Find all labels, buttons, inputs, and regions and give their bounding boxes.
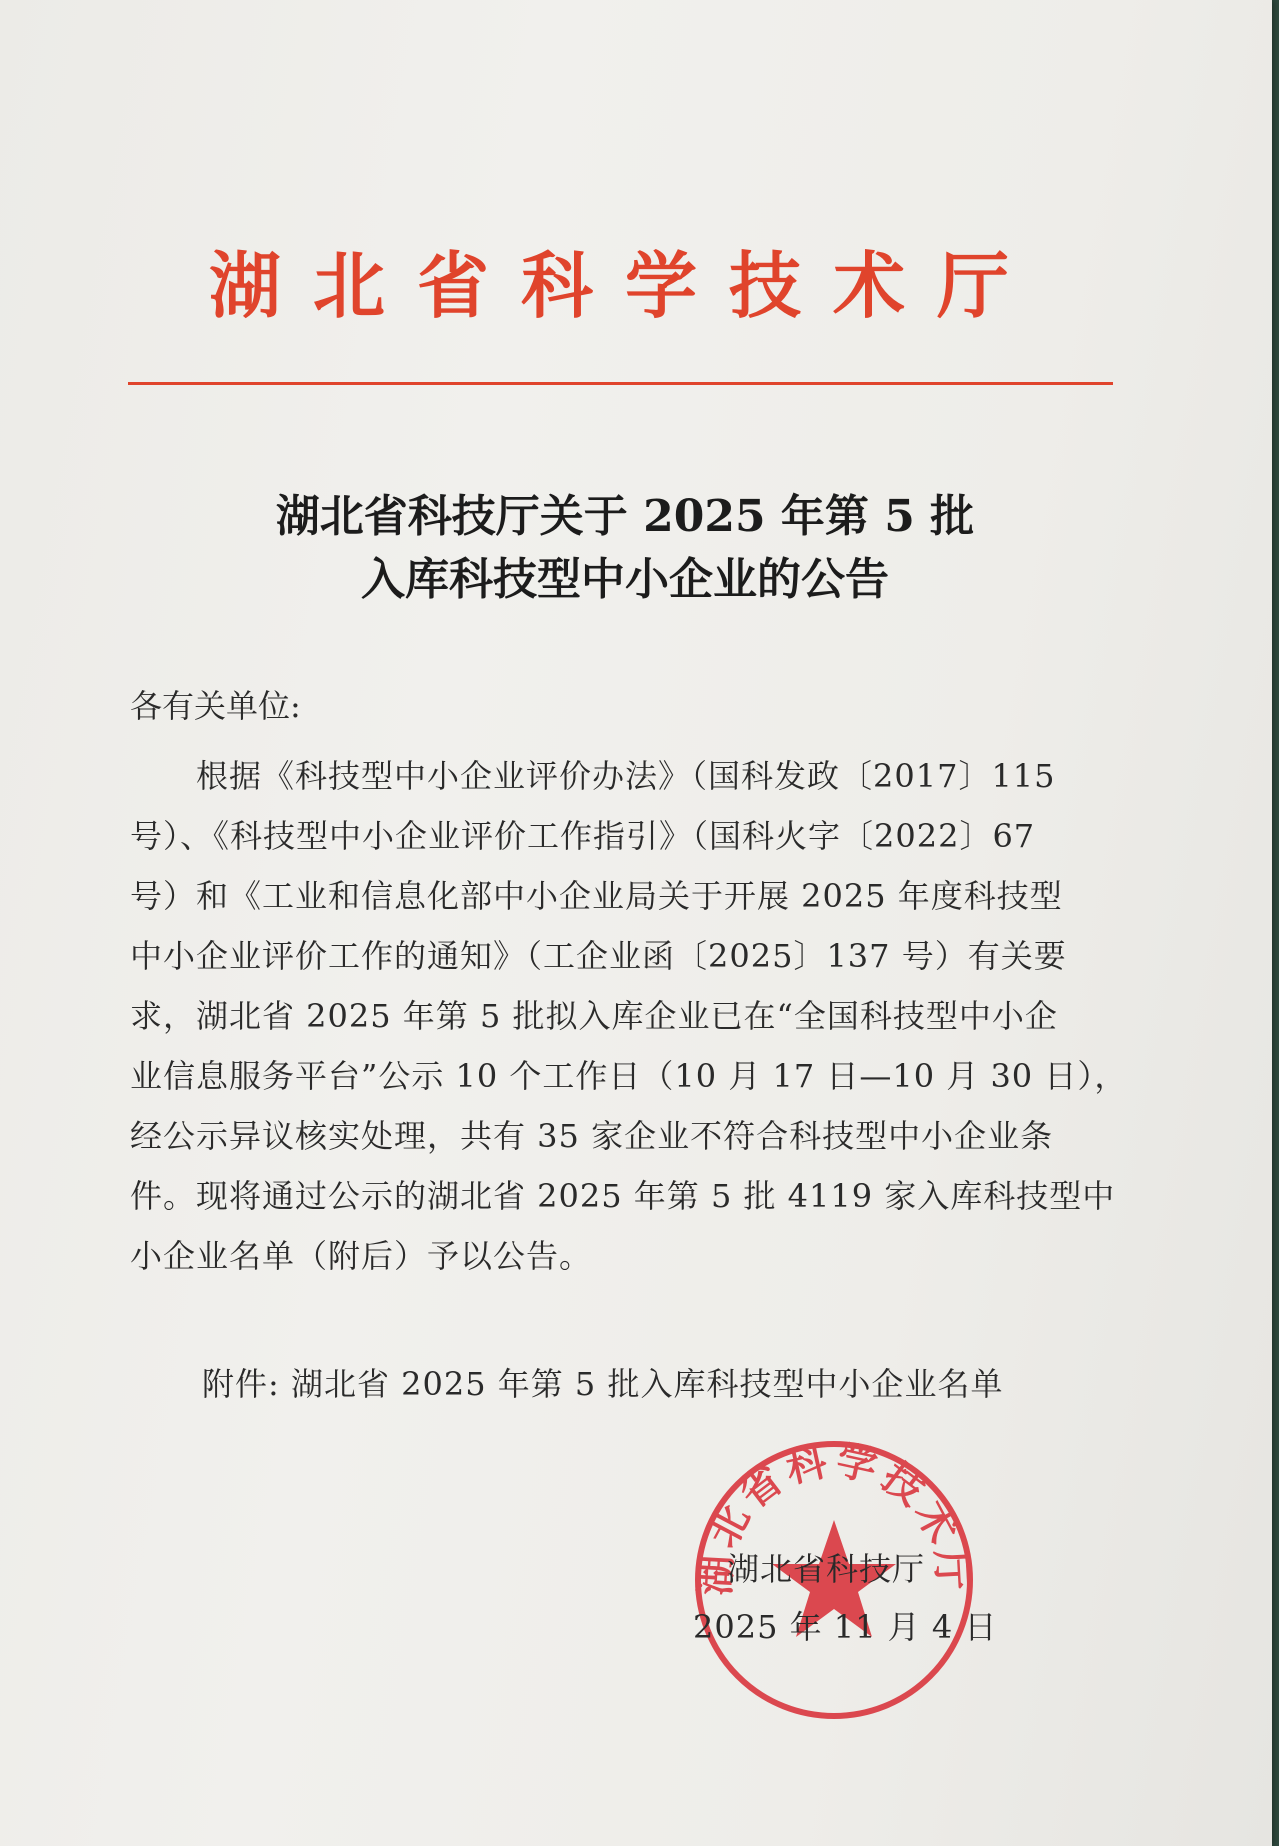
signature-date: 2025 年 11 月 4 日 xyxy=(693,1608,998,1646)
document-title-line-2: 入库科技型中小企业的公告 xyxy=(361,554,889,605)
body-line-5: 求，湖北省 2025 年第 5 批拟入库企业已在“全国科技型中小企 xyxy=(130,997,1058,1035)
attachment-note: 附件: 湖北省 2025 年第 5 批入库科技型中小企业名单 xyxy=(202,1365,1004,1403)
body-line-4: 中小企业评价工作的通知》（工企业函〔2025〕137 号）有关要 xyxy=(130,937,1067,975)
body-line-9: 小企业名单（附后）予以公告。 xyxy=(130,1237,593,1275)
body-line-6: 业信息服务平台”公示 10 个工作日（10 月 17 日—10 月 30 日）， xyxy=(130,1057,1128,1095)
body-line-2: 号）、《科技型中小企业评价工作指引》（国科火字〔2022〕67 xyxy=(130,817,1036,855)
body-line-1: 根据《科技型中小企业评价办法》（国科发政〔2017〕115 xyxy=(130,757,1056,795)
body-line-7: 经公示异议核实处理，共有 35 家企业不符合科技型中小企业条 xyxy=(130,1117,1054,1155)
salutation: 各有关单位: xyxy=(130,687,301,725)
seal-arc-text: 湖北省科学技术厅 xyxy=(691,1438,977,1597)
red-divider-line xyxy=(128,382,1113,385)
masthead-org-name: 湖北省科学技术厅 xyxy=(208,243,1041,328)
body-line-3: 号）和《工业和信息化部中小企业局关于开展 2025 年度科技型 xyxy=(130,877,1063,915)
document-title-line-1: 湖北省科技厅关于 2025 年第 5 批 xyxy=(275,491,975,542)
body-line-8: 件。现将通过公示的湖北省 2025 年第 5 批 4119 家入库科技型中 xyxy=(130,1177,1116,1215)
signature-org: 湖北省科技厅 xyxy=(727,1550,926,1588)
